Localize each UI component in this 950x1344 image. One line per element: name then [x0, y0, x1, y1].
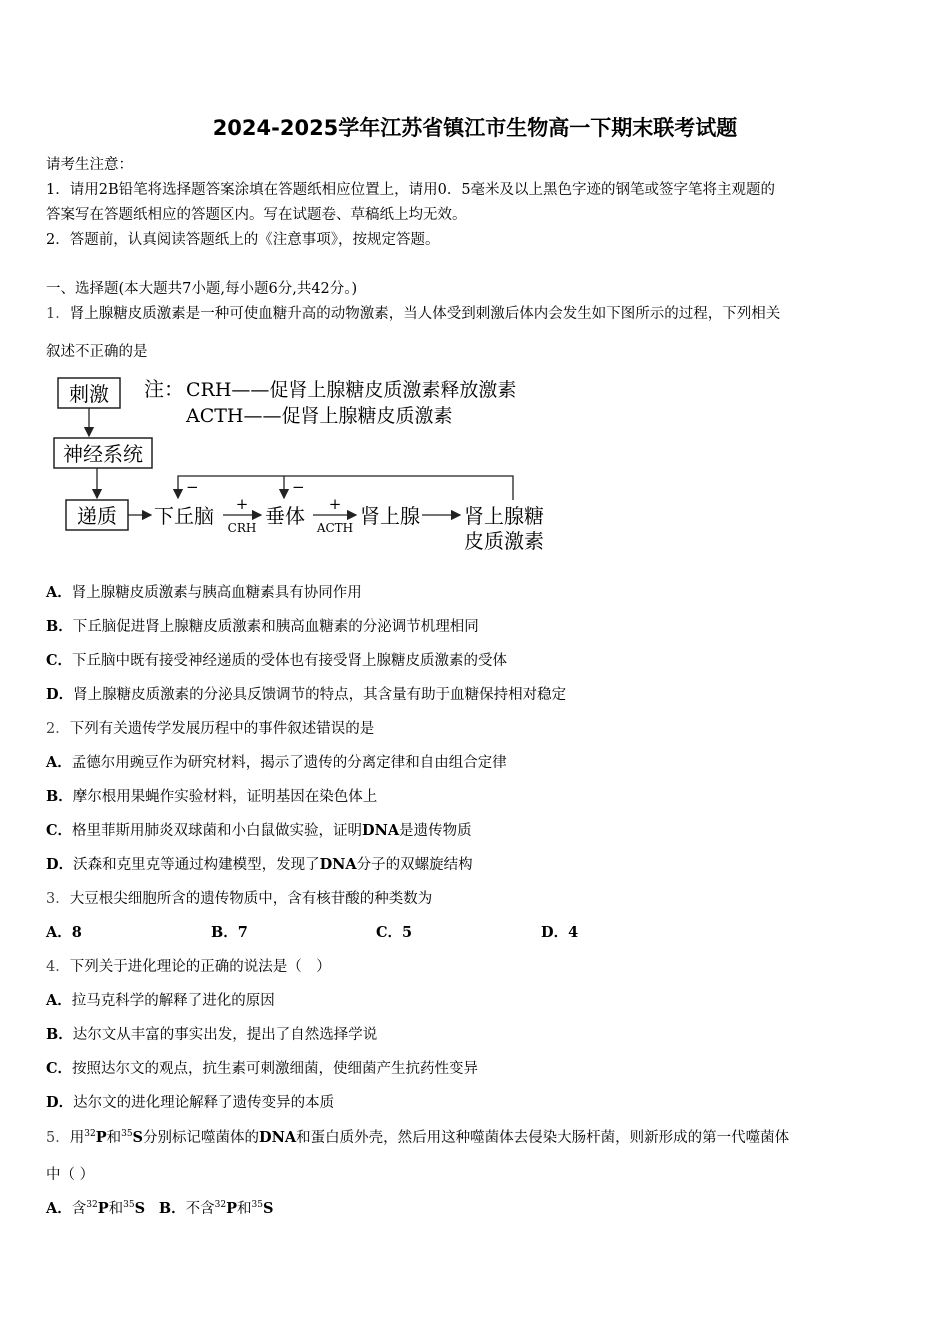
isotope-mass-32: 32 — [84, 1129, 96, 1139]
q5-text: 用 — [69, 1130, 85, 1146]
option-text: 按照达尔文的观点，抗生素可刺激细菌，使细菌产生抗药性变异 — [72, 1061, 479, 1077]
q1-option-a[interactable] — [46, 581, 362, 602]
notice-item-1a: 1．请用2B铅笔将选择题答案涂填在答题纸相应位置上，请用0．5毫米及以上黑色字迹的钢笔或签字笔将主观题的 — [46, 182, 776, 198]
q3-option-a[interactable] — [46, 921, 211, 942]
option-text: 格里菲斯用肺炎双球菌和小白鼠做实验，证明 — [72, 823, 363, 839]
option-text: 达尔文的进化理论解释了遗传变异的本质 — [73, 1095, 335, 1111]
q2-stem — [46, 717, 374, 738]
q5-text-and: 和 — [106, 1130, 122, 1146]
option-text: 孟德尔用豌豆作为研究材料，揭示了遗传的分离定律和自由组合定律 — [71, 755, 507, 771]
hormone-label-a: 肾上腺糖 — [464, 504, 544, 528]
q1-option-c[interactable] — [46, 649, 507, 670]
q1-option-b[interactable] — [46, 615, 479, 636]
note-acth: ACTH——促肾上腺糖皮质激素 — [186, 405, 453, 427]
element-s: S — [132, 1129, 144, 1146]
q2-number: 2． — [46, 721, 70, 737]
option-text: 含 — [71, 1201, 87, 1217]
option-text-and: 和 — [108, 1201, 124, 1217]
stimulus-label: 刺激 — [69, 382, 109, 406]
q2-option-c[interactable] — [46, 819, 472, 840]
option-label: C． — [46, 1060, 73, 1077]
feedback-minus-pituitary: − — [292, 478, 305, 496]
element-p: P — [226, 1200, 238, 1217]
adrenal-label: 肾上腺 — [360, 504, 420, 528]
isotope-mass-32: 32 — [214, 1200, 227, 1210]
hormone-label-b: 皮质激素 — [464, 529, 544, 553]
q4-option-a[interactable] — [46, 989, 275, 1010]
note-label: 注： — [144, 377, 184, 401]
notice-item-1b: 答案写在答题纸相应的答题区内。写在试题卷、草稿纸上均无效。 — [46, 207, 467, 223]
dna-term: DNA — [362, 822, 400, 839]
crh-plus-sign: + — [235, 495, 249, 513]
option-text: 摩尔根用果蝇作实验材料，证明基因在染色体上 — [72, 789, 378, 805]
option-text: 拉马克科学的解释了进化的原因 — [71, 993, 275, 1009]
q3-option-b[interactable] — [211, 921, 376, 942]
option-label: D． — [46, 856, 74, 873]
q5-text: 分别标记噬菌体的 — [143, 1130, 260, 1146]
q1-number: 1． — [46, 306, 70, 322]
element-p: P — [95, 1129, 107, 1146]
option-label: B． — [46, 788, 73, 805]
notice-item-2: 2．答题前，认真阅读答题纸上的《注意事项》，按规定答题。 — [46, 232, 440, 248]
element-p: P — [97, 1200, 109, 1217]
dna-term: DNA — [319, 856, 357, 873]
hormone-regulation-diagram — [48, 372, 578, 557]
q3-stem-text: 大豆根尖细胞所含的遗传物质中，含有核苷酸的种类数为 — [69, 891, 433, 907]
q1-stem-b: 叙述不正确的是 — [46, 344, 148, 360]
option-text: 下丘脑促进肾上腺糖皮质激素和胰高血糖素的分泌调节机理相同 — [72, 619, 479, 635]
q5-options — [46, 1197, 273, 1218]
q1-stem — [46, 302, 780, 323]
hypothalamus-label: 下丘脑 — [154, 504, 214, 528]
option-text: 8 — [71, 924, 82, 941]
note-crh: CRH——促肾上腺糖皮质激素释放激素 — [186, 379, 517, 401]
q4-stem-text: 下列关于进化理论的正确的说法是（ ） — [69, 959, 331, 975]
option-label: B． — [46, 1026, 73, 1043]
option-label: A． — [46, 992, 72, 1009]
crh-label: CRH — [227, 521, 257, 535]
notice-heading: 请考生注意： — [46, 157, 133, 173]
q4-option-b[interactable] — [46, 1023, 377, 1044]
q4-number: 4． — [46, 959, 70, 975]
option-label: A． — [46, 1200, 72, 1217]
option-label: C． — [46, 652, 73, 669]
isotope-mass-35: 35 — [251, 1200, 263, 1210]
q3-option-c[interactable] — [376, 921, 541, 942]
q4-stem — [46, 955, 331, 976]
option-text: 下丘脑中既有接受神经递质的受体也有接受肾上腺糖皮质激素的受体 — [72, 653, 508, 669]
option-label: C． — [376, 924, 403, 941]
q3-options — [46, 921, 706, 942]
q1-stem-a: 肾上腺糖皮质激素是一种可使血糖升高的动物激素，当人体受到刺激后体内会发生如下图所示的过程，下列相关 — [69, 306, 781, 322]
option-label: B． — [158, 1200, 186, 1217]
feedback-to-hypothalamus — [178, 476, 513, 500]
q4-option-d[interactable] — [46, 1091, 334, 1112]
element-s: S — [134, 1200, 146, 1217]
option-text: 7 — [237, 924, 248, 941]
option-text: 4 — [568, 924, 579, 941]
acth-label: ACTH — [316, 521, 354, 535]
option-text: 5 — [402, 924, 413, 941]
isotope-mass-35: 35 — [123, 1200, 135, 1210]
feedback-minus-hypothalamus: − — [186, 478, 199, 496]
q5-stem-b: 中（ ） — [46, 1167, 95, 1183]
option-text: 沃森和克里克等通过构建模型，发现了 — [73, 857, 320, 873]
option-text: 不含 — [185, 1201, 215, 1217]
pituitary-label: 垂体 — [265, 504, 305, 528]
q2-option-d[interactable] — [46, 853, 473, 874]
option-label: D． — [46, 686, 74, 703]
option-label: B． — [46, 618, 73, 635]
option-label: C． — [46, 822, 73, 839]
q5-number: 5． — [46, 1130, 70, 1146]
dna-term: DNA — [259, 1129, 297, 1146]
isotope-mass-32: 32 — [86, 1200, 98, 1210]
section-heading: 一、选择题(本大题共7小题,每小题6分,共42分。) — [46, 281, 358, 297]
q4-option-c[interactable] — [46, 1057, 478, 1078]
option-label: A． — [46, 924, 72, 941]
option-text-and: 和 — [237, 1201, 252, 1217]
option-label: A． — [46, 584, 72, 601]
element-s: S — [262, 1200, 274, 1217]
q3-stem — [46, 887, 432, 908]
option-text: 肾上腺糖皮质激素与胰高血糖素具有协同作用 — [71, 585, 362, 601]
q3-option-d[interactable] — [541, 921, 706, 942]
option-label: A． — [46, 754, 72, 771]
q5-option-b[interactable] — [159, 1201, 274, 1217]
q2-stem-text: 下列有关遗传学发展历程中的事件叙述错误的是 — [69, 721, 375, 737]
q5-stem — [46, 1126, 789, 1147]
q5-text: 和蛋白质外壳，然后用这种噬菌体去侵染大肠杆菌，则新形成的第一代噬菌体 — [296, 1130, 790, 1146]
option-text-end: 分子的双螺旋结构 — [356, 857, 473, 873]
option-label: D． — [46, 1094, 74, 1111]
q5-option-a[interactable] — [46, 1201, 145, 1217]
nervous-system-label: 神经系统 — [63, 442, 143, 466]
q2-option-a[interactable] — [46, 751, 507, 772]
acth-plus-sign: + — [328, 495, 342, 513]
q3-number: 3． — [46, 891, 70, 907]
page-title: 2024-2025学年江苏省镇江市生物高一下期末联考试题 — [212, 116, 738, 140]
option-label: D． — [541, 924, 569, 941]
option-text-end: 是遗传物质 — [399, 823, 472, 839]
q2-option-b[interactable] — [46, 785, 377, 806]
isotope-mass-35: 35 — [121, 1129, 133, 1139]
option-text: 达尔文从丰富的事实出发，提出了自然选择学说 — [72, 1027, 378, 1043]
q1-option-d[interactable] — [46, 683, 566, 704]
option-text: 肾上腺糖皮质激素的分泌具反馈调节的特点，其含量有助于血糖保持相对稳定 — [73, 687, 567, 703]
option-label: B． — [211, 924, 238, 941]
transmitter-label: 递质 — [77, 504, 117, 528]
